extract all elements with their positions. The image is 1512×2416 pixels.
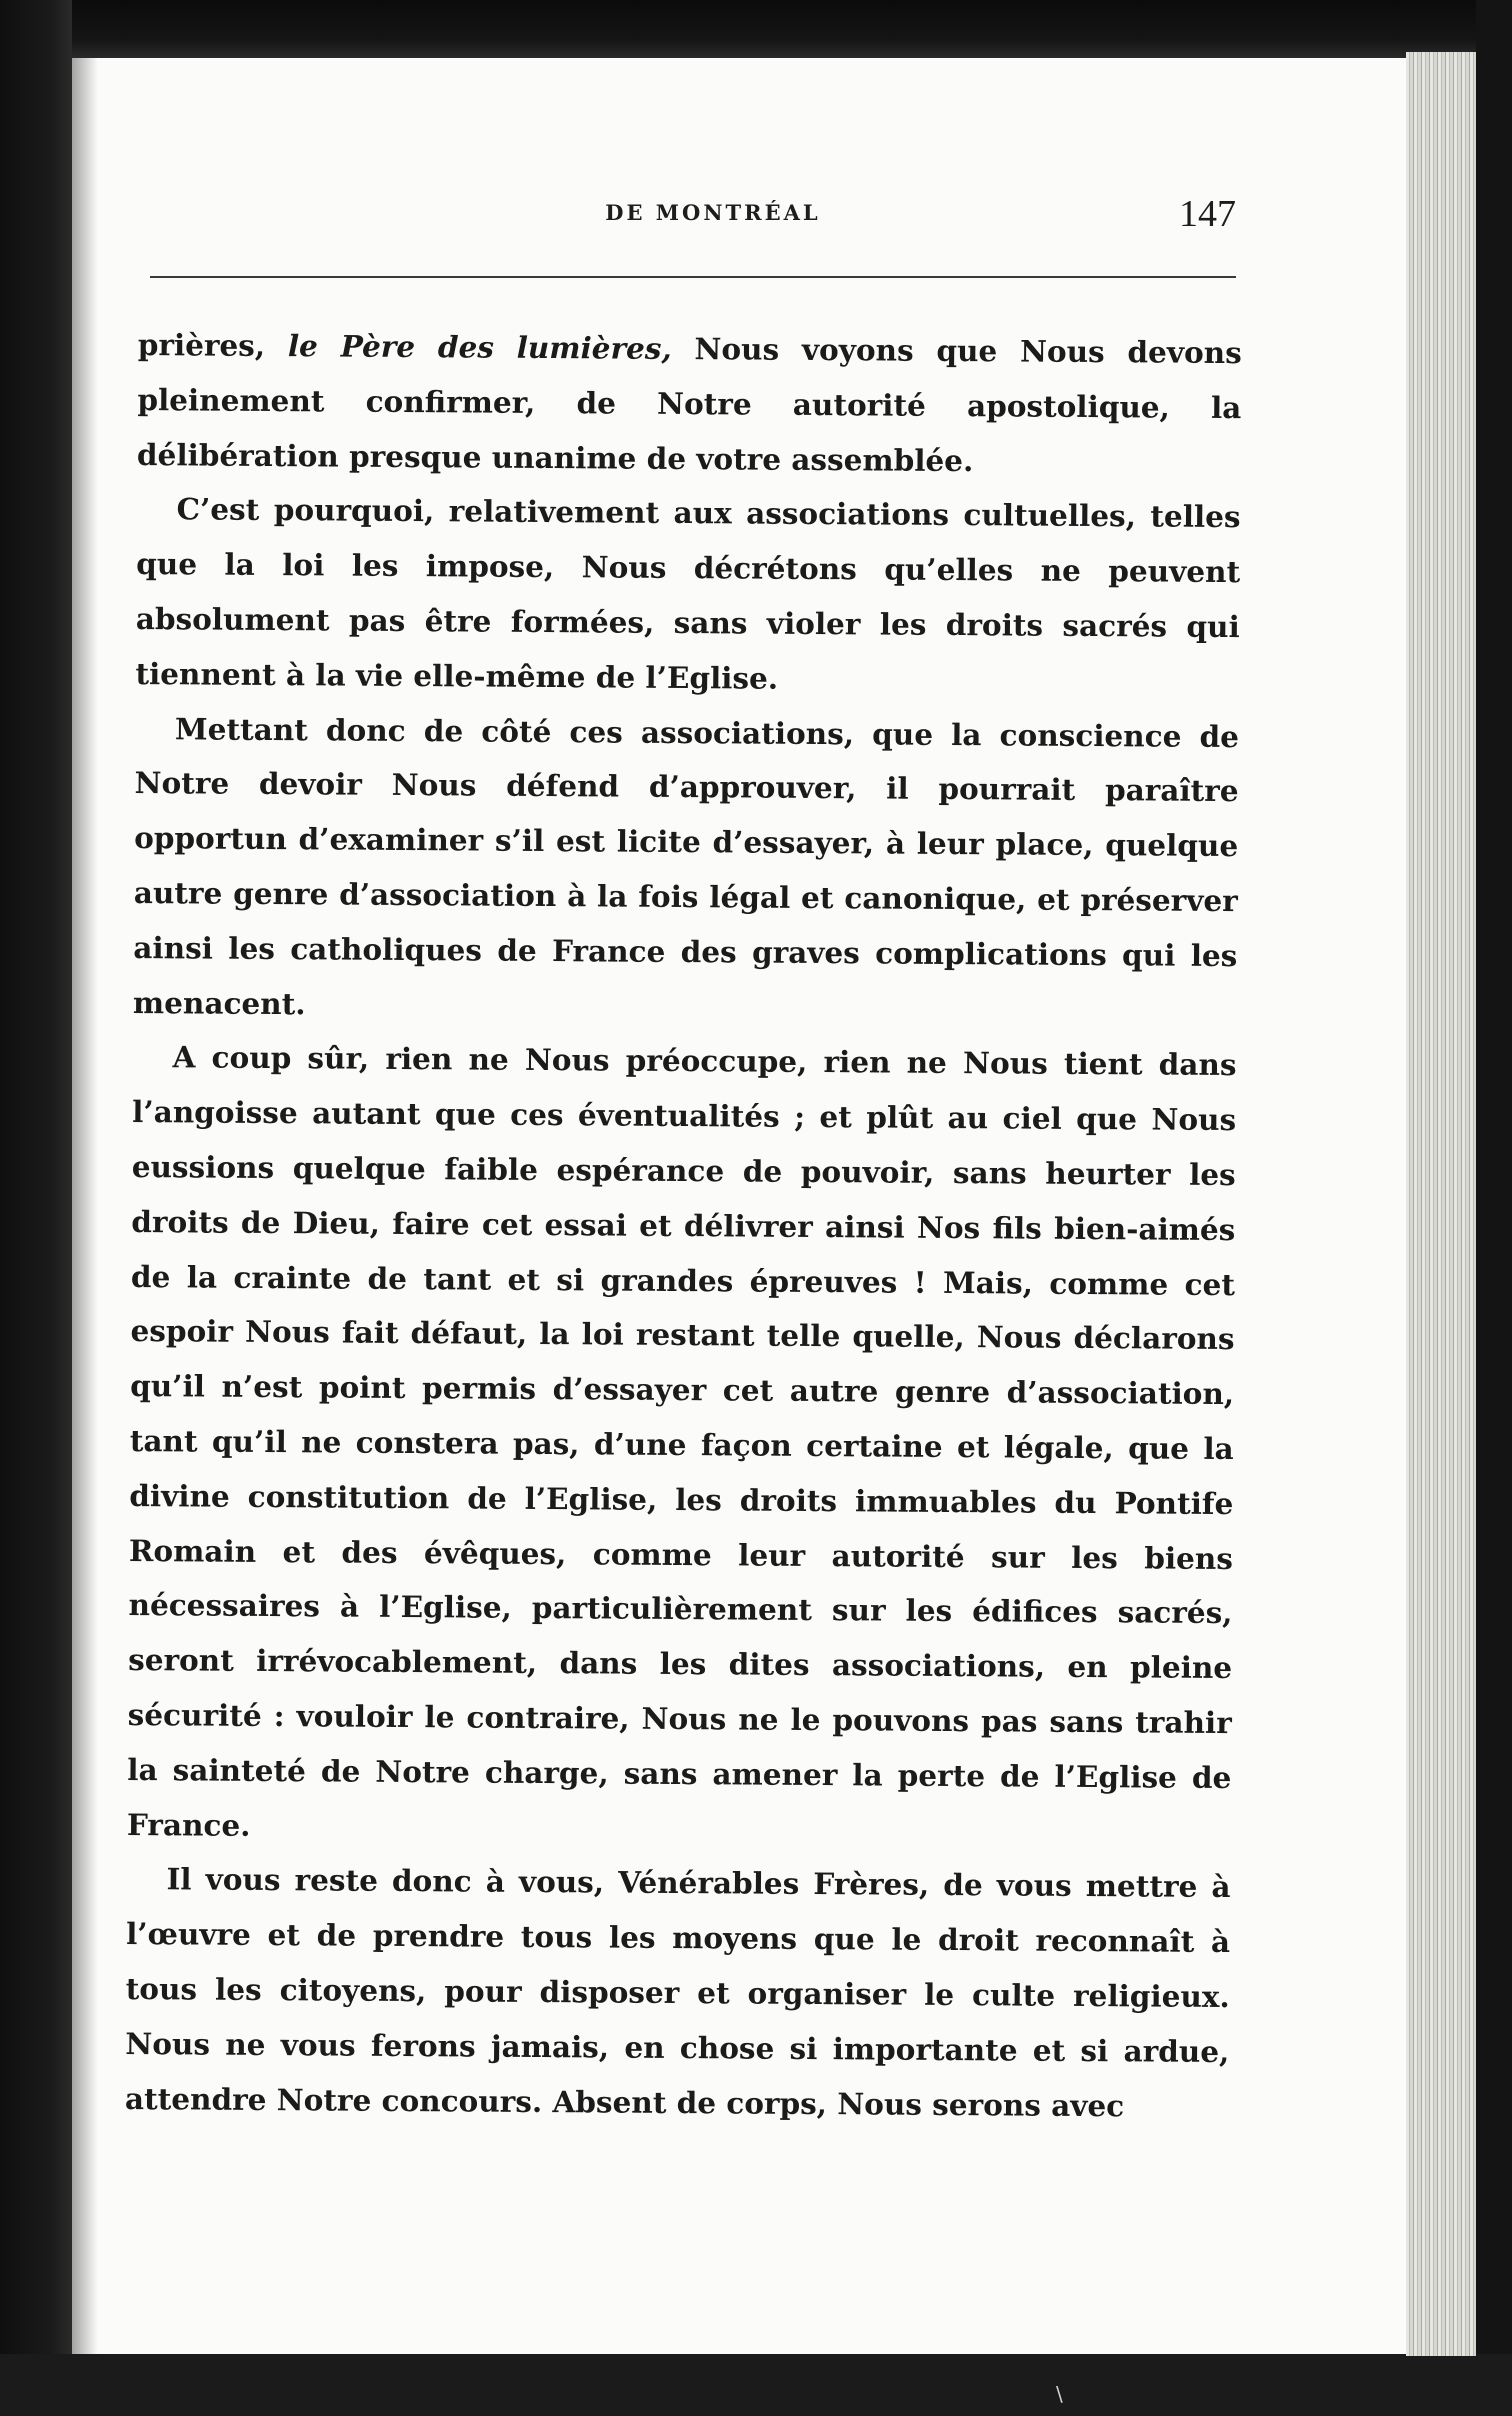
paragraph-2: C’est pourquoi, relativement aux associations cultuelles, telles que la loi les impose, Nous décrétons qu’elles ne peuvent absolument pas être formées, sans violer les droits sacrés qui tiennent à la vie elle-même de l’Eglise.: [135, 491, 1241, 696]
paragraph-1-italic: le Père des lumières,: [287, 328, 672, 366]
running-title: DE MONTRÉAL: [605, 200, 821, 225]
body-text: [125, 318, 1242, 2134]
page-number: 147: [1179, 193, 1236, 235]
scan-border-right: [1476, 0, 1512, 2416]
paragraph-1-lead: prières,: [137, 326, 289, 364]
header-rule: [150, 276, 1236, 278]
paragraph-4: A coup sûr, rien ne Nous préoccupe, rien ne Nous tient dans l’angoisse autant que ces éventualités ; et plût au ciel que Nous eussions quelque faible espérance de pouvoir, sans heurter les droits de Dieu, faire cet essai et délivrer ainsi Nos fils bien-aimés de la crainte de tant et si grandes épreuves ! Mais, comme cet espoir Nous fait défaut, la loi restant telle quelle, Nous déclarons qu’il n’est point permis d’essayer cet autre genre d’association, tant qu’il ne constera pas, d’une façon certaine et légale, que la divine constitution de l’Eglise, les droits immuables du Pontife Romain et des évêques, comme leur autorité sur les biens nécessaires à l’Eglise, particulièrement sur les édifices sacrés, seront irrévocablement, dans les dites associations, en pleine sécurité : vouloir le contraire, Nous ne le pouvons pas sans trahir la sainteté de Notre charge, sans amener la perte de l’Eglise de France.: [126, 1039, 1237, 1843]
paragraph-1: [137, 318, 1242, 490]
paragraph-3: Mettant donc de côté ces associations, que la conscience de Notre devoir Nous défend d’approuver, il pourrait paraître opportun d’examiner s’il est licite d’essayer, à leur place, quelque autre genre d’association à la fois légal et canonique, et préserver ainsi les catholiques de France des graves complications qui les menacent.: [132, 710, 1240, 1021]
paragraph-1-rest: Nous voyons que Nous devons pleinement confirmer, de Notre autorité apostolique, la délibération presque unanime de votre assemblée.: [136, 330, 1242, 478]
spine-shadow: [72, 58, 98, 2354]
scan-border-bottom: [0, 2354, 1512, 2416]
running-header: [150, 193, 1236, 250]
scan-border-left: [0, 0, 72, 2416]
scan-border-top: [0, 0, 1512, 58]
bottom-scan-mark: \: [1056, 2382, 1063, 2406]
paragraph-5: Il vous reste donc à vous, Vénérables Frères, de vous mettre à l’œuvre et de prendre tous les moyens que le droit reconnaît à tous les citoyens, pour disposer et organiser le culte religieux. Nous ne vous ferons jamais, en chose si importante et si ardue, attendre Notre concours. Absent de corps, Nous serons avec: [124, 1861, 1231, 2123]
book-page-edges: [1406, 52, 1476, 2356]
